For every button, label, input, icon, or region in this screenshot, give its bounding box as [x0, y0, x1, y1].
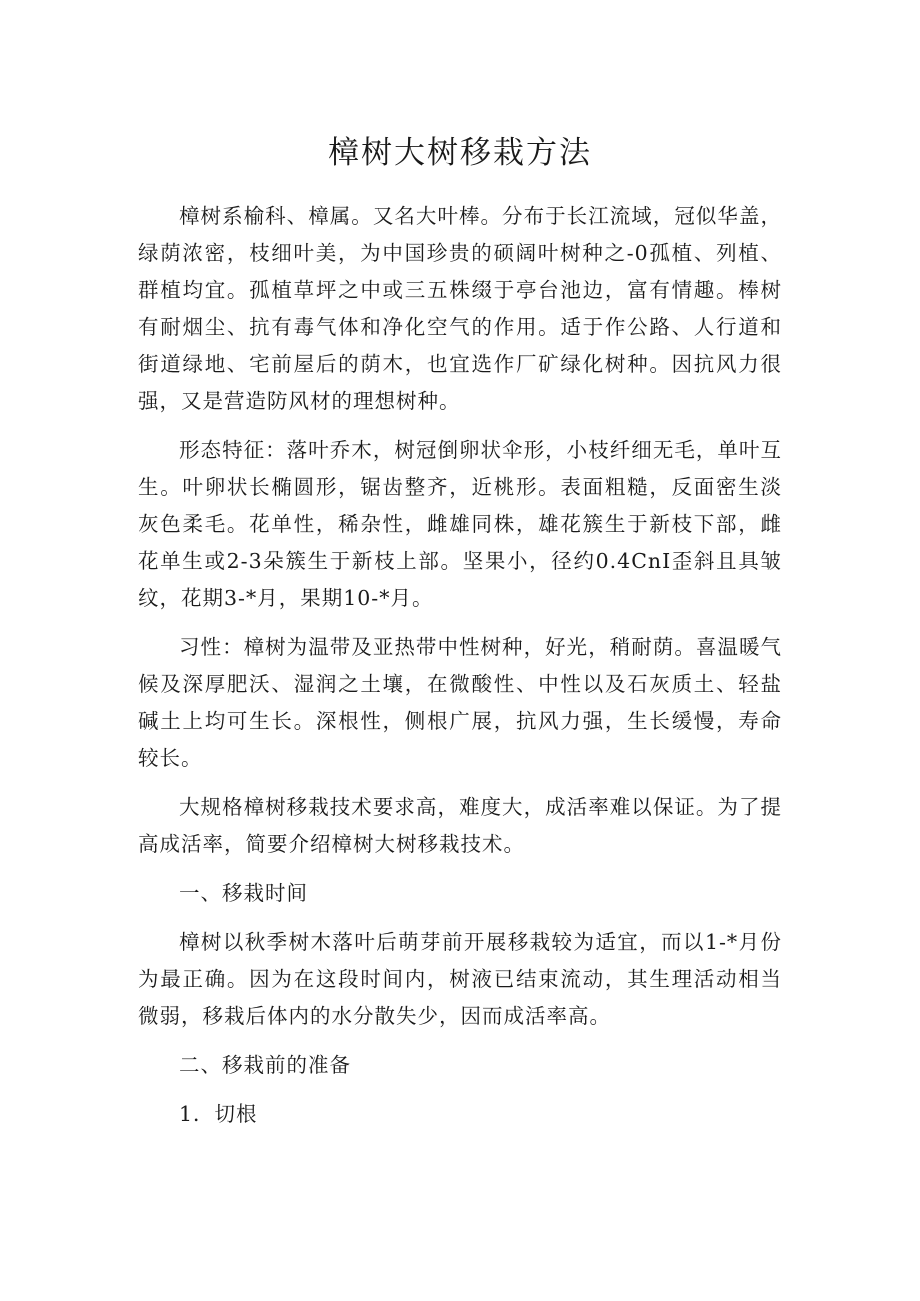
- paragraph-morphology: 形态特征：落叶乔木，树冠倒卵状伞形，小枝纤细无毛，单叶互生。叶卵状长椭圆形，锯齿整齐，近桃形。表面粗糙，反面密生淡灰色柔毛。花单性，稀杂性，雌雄同株，雄花簇生于新枝下部，雌花单生或2-3朵簇生于新枝上部。坚果小，径约0.4CnI歪斜且具皱纹，花期3-*月，果期10-*月。: [138, 438, 782, 610]
- paragraph-timing: 樟树以秋季树木落叶后萌芽前开展移栽较为适宜，而以1-*月份为最正确。因为在这段时间内，树液已结束流动，其生理活动相当微弱，移栽后体内的水分散失少，因而成活率高。: [138, 930, 782, 1028]
- subsection-heading-1: 1．切根: [179, 1102, 258, 1126]
- paragraph-purpose: 大规格樟树移栽技术要求高，难度大，成活率难以保证。为了提高成活率，简要介绍樟树大树移栽技术。: [138, 795, 782, 856]
- section-heading-2: 二、移栽前的准备: [179, 1053, 351, 1077]
- section-heading-1: 一、移栽时间: [179, 881, 308, 905]
- paragraph-habit: 习性：樟树为温带及亚热带中性树种，好光，稍耐荫。喜温暖气候及深厚肥沃、湿润之土壤，在微酸性、中性以及石灰质土、轻盐碱土上均可生长。深根性，侧根广展，抗风力强，生长缓慢，寿命较长。: [138, 635, 782, 770]
- paragraph-intro: 樟树系榆科、樟属。又名大叶棒。分布于长江流域，冠似华盖，绿荫浓密，枝细叶美，为中国珍贵的硕阔叶树种之-0孤植、列植、群植均宜。孤植草坪之中或三五株缀于亭台池边，富有情趣。棒树有耐烟尘、抗有毒气体和净化空气的作用。适于作公路、人行道和街道绿地、宅前屋后的荫木，也宜选作厂矿绿化树种。因抗风力很强，又是营造防风材的理想树种。: [138, 204, 782, 413]
- document-title: 樟树大树移栽方法: [328, 135, 592, 171]
- document-body: [138, 198, 782, 1145]
